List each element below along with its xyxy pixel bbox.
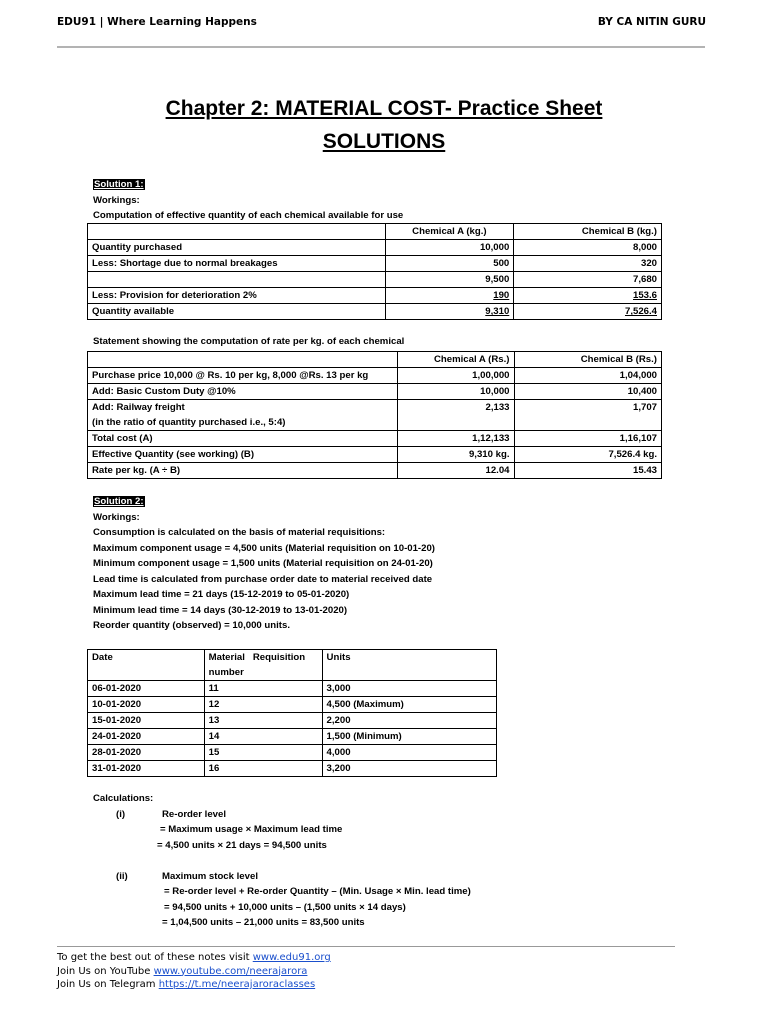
calculations-section <box>93 791 663 931</box>
solution-2-section <box>93 494 663 634</box>
page-title: Chapter 2: MATERIAL COST- Practice Sheet <box>165 97 603 120</box>
table-row: 31-01-2020 16 3,200 <box>88 761 497 777</box>
workings-label: Workings: <box>93 511 140 523</box>
text-line: Minimum lead time = 14 days (30-12-2019 to 13-01-2020) <box>93 604 348 616</box>
text-line: Lead time is calculated from purchase order date to material received date <box>93 573 433 585</box>
telegram-link[interactable]: https://t.me/neerajaroraclasses <box>158 979 316 990</box>
table-row: Less: Shortage due to normal breakages 500 320 <box>88 256 662 272</box>
computation-heading: Computation of effective quantity of each chemical available for use <box>93 210 404 221</box>
max-stock-level-title: Maximum stock level <box>162 870 258 882</box>
solution-2-label: Solution 2: <box>94 496 144 507</box>
youtube-link[interactable]: www.youtube.com/neerajarora <box>153 965 308 977</box>
table-row: 28-01-2020 15 4,000 <box>88 745 497 761</box>
table-row: Purchase price 10,000 @ Rs. 10 per kg, 8,000 @Rs. 13 per kg 1,00,000 1,04,000 <box>88 368 662 384</box>
table-row: 10-01-2020 12 4,500 (Maximum) <box>88 697 497 713</box>
table-row: Rate per kg. (A ÷ B) 12.04 15.43 <box>88 463 662 479</box>
page-subtitle: SOLUTIONS <box>322 130 446 153</box>
header-author: BY CA NITIN GURU <box>597 16 706 28</box>
table-header-row: Chemical A (Rs.) Chemical B (Rs.) <box>88 352 662 368</box>
reorder-level-title: Re-order level <box>162 808 226 820</box>
item-number: (i) <box>116 808 126 820</box>
text-line: = 94,500 units + 10,000 units – (1,500 units × 14 days) <box>164 901 406 913</box>
footer-divider <box>57 946 675 947</box>
table-row: Add: Railway freight (in the ratio of quantity purchased i.e., 5:4) 2,133 1,707 <box>88 400 662 431</box>
solution-1-label: Solution 1: <box>94 179 144 190</box>
calculations-heading: Calculations: <box>93 793 154 804</box>
effective-quantity-table <box>87 223 662 320</box>
header-brand: EDU91 | Where Learning Happens <box>57 16 257 28</box>
text-line: = 1,04,500 units – 21,000 units = 83,500 units <box>162 917 365 928</box>
item-number: (ii) <box>116 870 128 882</box>
rate-per-kg-table <box>87 351 662 479</box>
table-row: Effective Quantity (see working) (B) 9,310 kg. 7,526.4 kg. <box>88 447 662 463</box>
table-row: Less: Provision for deterioration 2% 190 153.6 <box>88 288 662 304</box>
requisition-table <box>87 649 497 777</box>
text-line: Consumption is calculated on the basis of material requisitions: <box>93 527 386 538</box>
table-row: 15-01-2020 13 2,200 <box>88 713 497 729</box>
text-line: = 4,500 units × 21 days = 94,500 units <box>157 839 327 851</box>
table-header-row: Chemical A (kg.) Chemical B (kg.) <box>88 224 662 240</box>
text-line: Maximum lead time = 21 days (15-12-2019 to 05-01-2020) <box>93 589 350 600</box>
text-line: Reorder quantity (observed) = 10,000 units. <box>93 620 290 631</box>
table-header-row: Date Material Requisition number Units <box>88 650 497 681</box>
table-row: Quantity purchased 10,000 8,000 <box>88 240 662 256</box>
page-footer: To get the best out of these notes visit www.edu91.org Join Us on YouTube www.youtube.com/neerajarora Join Us on Telegram https://t.me/neerajaroraclasses <box>57 952 331 990</box>
table-row: 24-01-2020 14 1,500 (Minimum) <box>88 729 497 745</box>
text-line: Maximum component usage = 4,500 units (Material requisition on 10-01-20) <box>93 542 435 554</box>
text-line: Minimum component usage = 1,500 units (Material requisition on 24-01-20) <box>93 558 433 569</box>
table-row: Total cost (A) 1,12,133 1,16,107 <box>88 431 662 447</box>
website-link[interactable]: www.edu91.org <box>252 952 331 963</box>
table-row: Quantity available 9,310 7,526.4 <box>88 304 662 320</box>
statement-heading: Statement showing the computation of rate per kg. of each chemical <box>93 336 405 347</box>
page-header <box>57 16 706 32</box>
workings-label: Workings: <box>93 194 140 206</box>
solution-1-section <box>93 177 663 224</box>
statement-heading-block <box>93 334 663 350</box>
table-row: 9,500 7,680 <box>88 272 662 288</box>
text-line: = Maximum usage × Maximum lead time <box>160 824 343 835</box>
header-divider <box>57 46 705 48</box>
text-line: = Re-order level + Re-order Quantity – (Min. Usage × Min. lead time) <box>164 886 471 897</box>
table-row: 06-01-2020 11 3,000 <box>88 681 497 697</box>
table-row: Add: Basic Custom Duty @10% 10,000 10,400 <box>88 384 662 400</box>
